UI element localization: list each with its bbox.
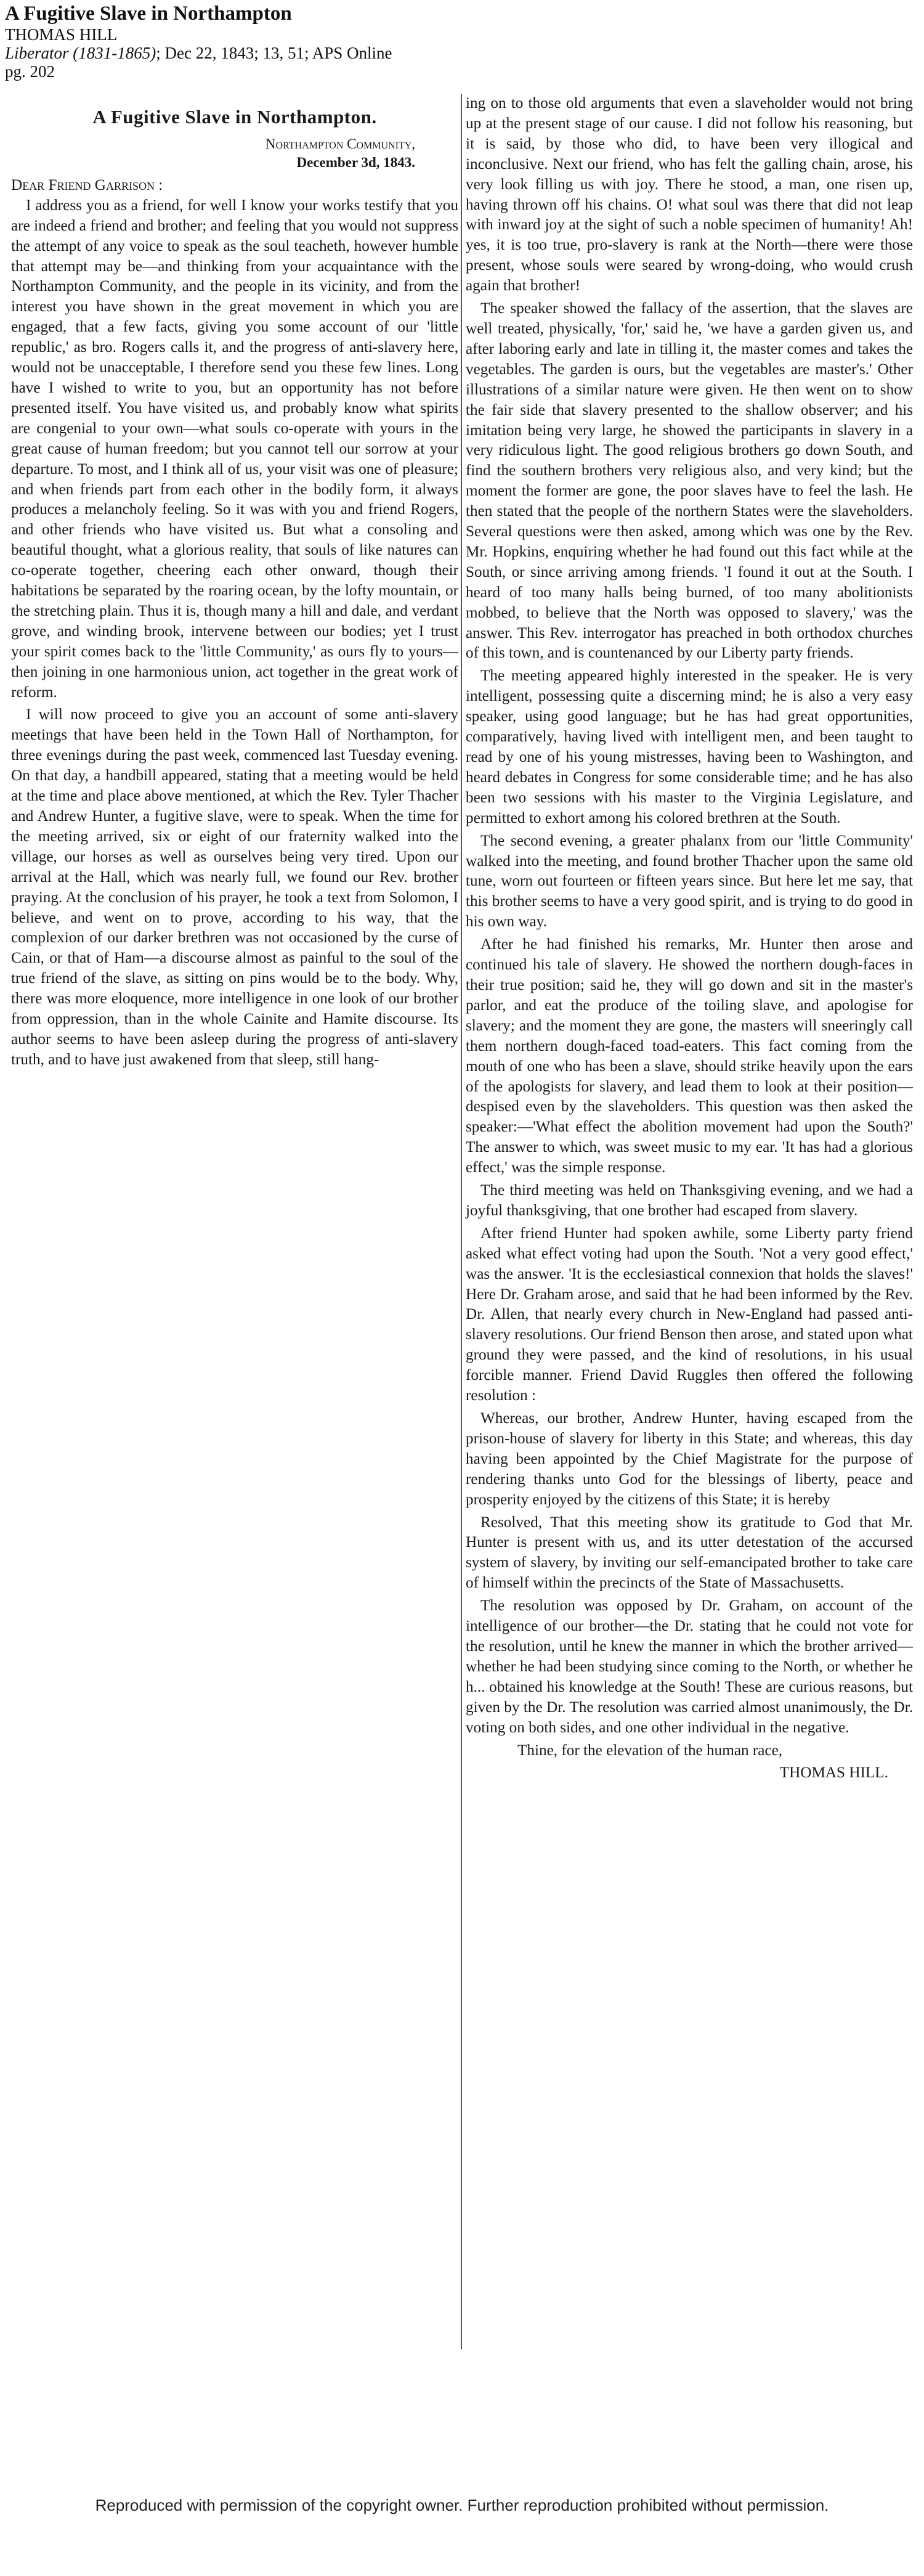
paragraph: The resolution was opposed by Dr. Graham, on account of the intelligence of our brother—the Dr. stating that he could not vote for the resolution, until he knew the manner in which the brother arrived—whether he had been studying since coming to the North, or whether he h... obtained his knowledge at the South! These are curious reasons, but given by the Dr. The resolution was carried almost unanimously, the Dr. voting on both sides, and one other individual in the negative. xyxy=(466,1597,913,1736)
issue-info: ; Dec 22, 1843; 13, 51; APS Online xyxy=(156,44,392,62)
dateline xyxy=(11,135,415,172)
paragraph: After friend Hunter had spoken awhile, some Liberty party friend asked what effect voting had upon the South. 'Not a very good effect,' was the answer. 'It is the ecclesiastical connexion that holds the slaves!' Here Dr. Graham arose, and said that he had been informed by the Rev. Dr. Allen, that nearly every church in New-England had passed anti-slavery resolutions. Our friend Benson then arose, and stated upon what ground they were passed, and the kind of resolutions, in his usual forcible manner. Friend David Ruggles then offered the following resolution : xyxy=(466,1225,913,1404)
paragraph: The second evening, a greater phalanx from our 'little Community' walked into the meeting, and found brother Thacher upon the same old tune, worn out fourteen or fifteen years since. But here let me say, that this brother seems to have a very good spirit, and is trying to do good in his own way. xyxy=(466,832,913,931)
paragraph: I address you as a friend, for well I know your works testify that you are indeed a friend and brother; and feeling that you would not suppress the attempt of any voice to speak as the soul teacheth, however humble that attempt may be—and thinking from your acquaintance with the Northampton Community, and the people in its vicinity, and from the interest you have shown in the great movement in which you are engaged, that a few facts, giving you some account of our 'little republic,' as bro. Rogers calls it, and the progress of anti-slavery here, would not be unacceptable, I therefore send you these few lines. Long have I wished to write to you, but an opportunity has not before presented itself. You have visited us, and probably know what spirits are congenial to your own—what souls co-operate with yours in the great cause of human freedom; but you cannot tell our sorrow at your departure. To most, and I think all of us, your visit was one of pleasure; and when friends part from each other in the bodily form, it always produces a melancholy feeling. So it was with you and friend Rogers, and other friends who have visited us. But what a consoling and beautiful thought, what a glorious reality, that souls of like natures can co-operate together, cheering each other onward, though their habitations be separated by the roaring ocean, by the lofty mountain, or the stretching plain. Thus it is, though many a hill and dale, and verdant grove, and winding brook, intervene between our bodies; yet I trust your spirit comes back to the 'little Community,' as ours fly to yours—then joining in one harmonious union, act together in the great work of reform. xyxy=(11,197,458,701)
paragraph: I will now proceed to give you an account of some anti-slavery meetings that have been held in the Town Hall of Northampton, for three evenings during the past week, commenced last Tuesday evening. On that day, a handbill appeared, stating that a meeting would be held at the time and place above mentioned, at which the Rev. Tyler Thacher and Andrew Hunter, a fugitive slave, were to speak. When the time for the meeting arrived, six or eight of our fraternity walked into the village, our horses as well as ourselves being very tired. Upon our arrival at the Hall, which was nearly full, we found our Rev. brother praying. At the conclusion of his prayer, he took a text from Solomon, I believe, and went on to prove, according to his way, that the complexion of our darker brethren was not occasioned by the curse of Cain, or that of Ham—a discourse almost as painful to the soul of the true friend of the slave, as sitting on pins would be to the body. Why, there was more eloquence, more intelligence in one look of our brother from oppression, than in the whole Cainite and Hamite discourse. Its author seems to have been asleep during the progress of anti-slavery truth, and to have just awakened from that sleep, still hang- xyxy=(11,706,458,1068)
dateline-date: December 3d, 1843. xyxy=(296,154,415,170)
salutation: Dear Friend Garrison : xyxy=(11,176,163,194)
closing-line: Thine, for the elevation of the human race, xyxy=(517,1742,783,1759)
document-author: THOMAS HILL xyxy=(5,25,118,44)
paragraph: After he had finished his remarks, Mr. Hunter then arose and continued his tale of slavery. He showed the northern dough-faces in their true position; said he, they will go down and sit in the master's parlor, and eat the produce of the toiling slave, and apologise for slavery; and the moment they are gone, the masters will sneeringly call them northern dough-faced toad-eaters. This fact coming from the mouth of one who has been a slave, should strike heavily upon the ears of the apologists for slavery, and lead them to look at their position—despised even by the slaveholders. This question was then asked the speaker:—'What effect the abolition movement had upon the South?' The answer to which, was sweet music to my ear. 'It has had a glorious effect,' was the simple response. xyxy=(466,936,913,1176)
citation-header xyxy=(5,2,917,81)
paragraph: The speaker showed the fallacy of the assertion, that the slaves are well treated, physically, 'for,' said he, 'we have a garden given us, and after laboring early and late in tilling it, the master comes and takes the vegetables. The garden is ours, but the vegetables are master's.' Other illustrations of a similar nature were given. He then went on to show the fair side that slavery presented to the shallow observer; and his imitation being very large, he showed the participants in slavery in a very ridiculous light. The good religious brothers go down South, and find the southern brothers very religious also, and very kind; but the moment the former are gone, the poor slaves have to feel the lash. He then stated that the people of the northern States were the slaveholders. Several questions were then asked, among which was one by the Rev. Mr. Hopkins, enquiring whether he had found out this fact while at the South, or since arriving among friends. 'I found it out at the South. I heard of too many halls being burned, of too many abolitionists mobbed, to believe that the North was opposed to slavery,' was the answer. This Rev. interrogator has preached in both orthodox churches of this town, and is countenanced by our Liberty party friends. xyxy=(466,300,913,662)
article-column-left xyxy=(11,94,458,1073)
document-title: A Fugitive Slave in Northampton xyxy=(5,2,292,25)
paragraph: ing on to those old arguments that even a slaveholder would not bring up at the present stage of our cause. I did not follow his reasoning, but it is said, by those who did, to have been very illogical and inconclusive. Next our friend, who has felt the galling chain, arose, his very look filling us with joy. There he stood, a man, one risen up, having thrown off his chains. O! what soul was there that did not leap with inward joy at the sight of such a noble specimen of humanity! Ah! yes, it is too true, pro-slavery is rank at the North—there were those present, whose souls were seared by wrong-doing, who would crush again that brother! xyxy=(466,95,913,295)
source-line xyxy=(5,44,917,62)
paragraph: The third meeting was held on Thanksgiving evening, and we had a joyful thanksgiving, that one brother had escaped from slavery. xyxy=(466,1182,913,1219)
paragraph: Resolved, That this meeting show its gratitude to God that Mr. Hunter is present with us, and its utter detestation of the accursed system of slavery, by inviting our self-emancipated brother to take care of himself within the precincts of the State of Massachusetts. xyxy=(466,1514,913,1592)
page-number: pg. 202 xyxy=(5,62,55,81)
article-headline: A Fugitive Slave in Northampton. xyxy=(92,106,377,128)
signature: THOMAS HILL. xyxy=(779,1764,888,1782)
paragraph: Whereas, our brother, Andrew Hunter, having escaped from the prison-house of slavery for liberty in this State; and whereas, this day having been appointed by the Chief Magistrate for the purpose of rendering thanks unto God for the blessings of liberty, peace and prosperity enjoyed by the citizens of this State; it is hereby xyxy=(466,1410,913,1508)
dateline-place: Northampton Community, xyxy=(265,136,415,152)
copyright-footer: Reproduced with permission of the copyright owner. Further reproduction prohibited without permission. xyxy=(95,2496,829,2514)
column-divider xyxy=(461,94,462,2349)
paragraph: The meeting appeared highly interested in the speaker. He is very intelligent, possessing quite a discerning mind; he is also a very easy speaker, using good language; but he has had great opportunities, comparatively, having lived with intelligent men, and been taught to read by one of his young mistresses, having been to Washington, and heard debates in Congress for some considerable time; and he has also been two sessions with his master to the Virginia Legislature, and permitted to exhort among his colored brethren at the South. xyxy=(466,667,913,826)
publication-name: Liberator (1831-1865) xyxy=(5,44,156,62)
article-column-right xyxy=(466,94,913,1783)
